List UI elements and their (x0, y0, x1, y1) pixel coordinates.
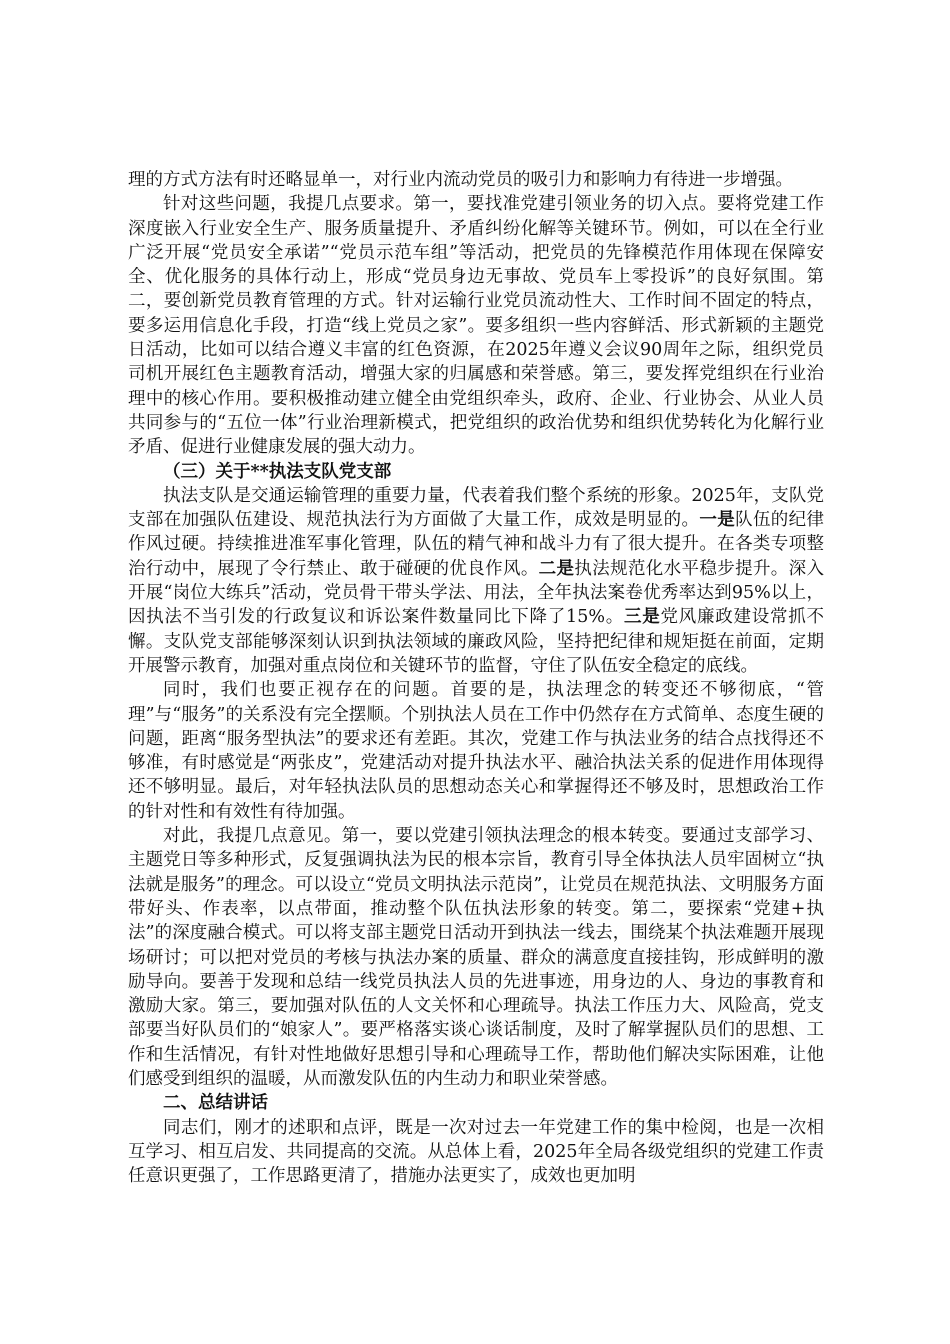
section-heading-summary: 二、总结讲话 (163, 1093, 268, 1114)
bold-marker-first: 一是 (699, 510, 736, 531)
paragraph-requirements: 针对这些问题，我提几点要求。第一，要找准党建引领业务的切入点。要将党建工作深度嵌入行业安全生产、服务质量提升、矛盾纠纷化解等关键环节。例如，可以在全行业广泛开展“党员安全承诺”“党员示范车组”等活动，把党员的先锋模范作用体现在保障安全、优化服务的具体行动上，形成“党员身边无事故、党员车上零投诉”的良好氛围。第二，要创新党员教育管理的方式。针对运输行业党员流动性大、工作时间不固定的特点，要多运用信息化手段，打造“线上党员之家”。要多组织一些内容鲜活、形式新颖的主题党日活动，比如可以结合遵义丰富的红色资源，在2025年遵义会议90周年之际，组织党员司机开展红色主题教育活动，增强大家的归属感和荣誉感。第三，要发挥党组织在行业治理中的核心作用。要积极推动建立健全由党组织牵头，政府、企业、行业协会、从业人员共同参与的“五位一体”行业治理新模式，把党组织的政治优势和组织优势转化为化解行业矛盾、促进行业健康发展的强大动力。 (128, 194, 824, 458)
bold-marker-second: 二是 (538, 558, 575, 579)
text-run: 执法规范化水平稳步提升。深入开展“岗位大练兵”活动，党员骨干带头学法、用法，全年执法案卷优秀率达到95%以上，因执法不当引发的行政复议和诉讼案件数量同比下降了15%。 (128, 558, 825, 628)
paragraph-continuation: 理的方式方法有时还略显单一，对行业内流动党员的吸引力和影响力有待进一步增强。 (128, 170, 793, 190)
text-run: 党风廉政建设常抓不懈。支队党支部能够深刻认识到执法领域的廉政风险，坚持把纪律和规矩挺在前面，定期开展警示教育，加强对重点岗位和关键环节的监督，守住了队伍安全稳定的底线。 (128, 607, 825, 676)
paragraph-summary: 同志们，刚才的述职和点评，既是一次对过去一年党建工作的集中检阅，也是一次相互学习、相互启发、共同提高的交流。从总体上看，2025年全局各级党组织的党建工作责任意识更强了，工作思路更清了，措施办法更实了，成效也更加明 (128, 1117, 824, 1187)
paragraph-enforcement-achievements (128, 484, 824, 678)
bold-marker-third: 三是 (623, 607, 661, 628)
section-heading-enforcement-branch: （三）关于**执法支队党支部 (163, 461, 392, 482)
document-page (128, 168, 824, 1188)
paragraph-enforcement-problems: 同时，我们也要正视存在的问题。首要的是，执法理念的转变还不够彻底，“管理”与“服务”的关系没有完全摆顺。个别执法人员在工作中仍然存在方式简单、态度生硬的问题，距离“服务型执法”的要求还有差距。其次，党建工作与执法业务的结合点找得还不够准，有时感觉是“两张皮”，党建活动对提升执法水平、融洽执法关系的促进作用体现得还不够明显。最后，对年轻执法队员的思想动态关心和掌握得还不够及时，思想政治工作的针对性和有效性有待加强。 (128, 680, 824, 822)
text-run: 执法支队是交通运输管理的重要力量，代表着我们整个系统的形象。2025年，支队党支部在加强队伍建设、规范执法行为方面做了大量工作，成效是明显的。 (128, 485, 824, 531)
text-run: 队伍的纪律作风过硬。持续推进准军事化管理，队伍的精气神和战斗力有了很大提升。在各类专项整治行动中，展现了令行禁止、敢于碰硬的优良作风。 (128, 510, 825, 579)
paragraph-enforcement-opinions: 对此，我提几点意见。第一，要以党建引领执法理念的根本转变。要通过支部学习、主题党日等多种形式，反复强调执法为民的根本宗旨，教育引导全体执法人员牢固树立“执法就是服务”的理念。可以设立“党员文明执法示范岗”，让党员在规范执法、文明服务方面带好头、作表率，以点带面，推动整个队伍执法形象的转变。第二，要探索“党建+执法”的深度融合模式。可以将支部主题党日活动开到执法一线去，围绕某个执法难题开展现场研讨；可以把对党员的考核与执法办案的质量、群众的满意度直接挂钩，形成鲜明的激励导向。要善于发现和总结一线党员执法人员的先进事迹，用身边的人、身边的事教育和激励大家。第三，要加强对队伍的人文关怀和心理疏导。执法工作压力大、风险高，党支部要当好队员们的“娘家人”。要严格落实谈心谈话制度，及时了解掌握队员们的思想、工作和生活情况，有针对性地做好思想引导和心理疏导工作，帮助他们解决实际困难，让他们感受到组织的温暖，从而激发队伍的内生动力和职业荣誉感。 (128, 826, 824, 1089)
